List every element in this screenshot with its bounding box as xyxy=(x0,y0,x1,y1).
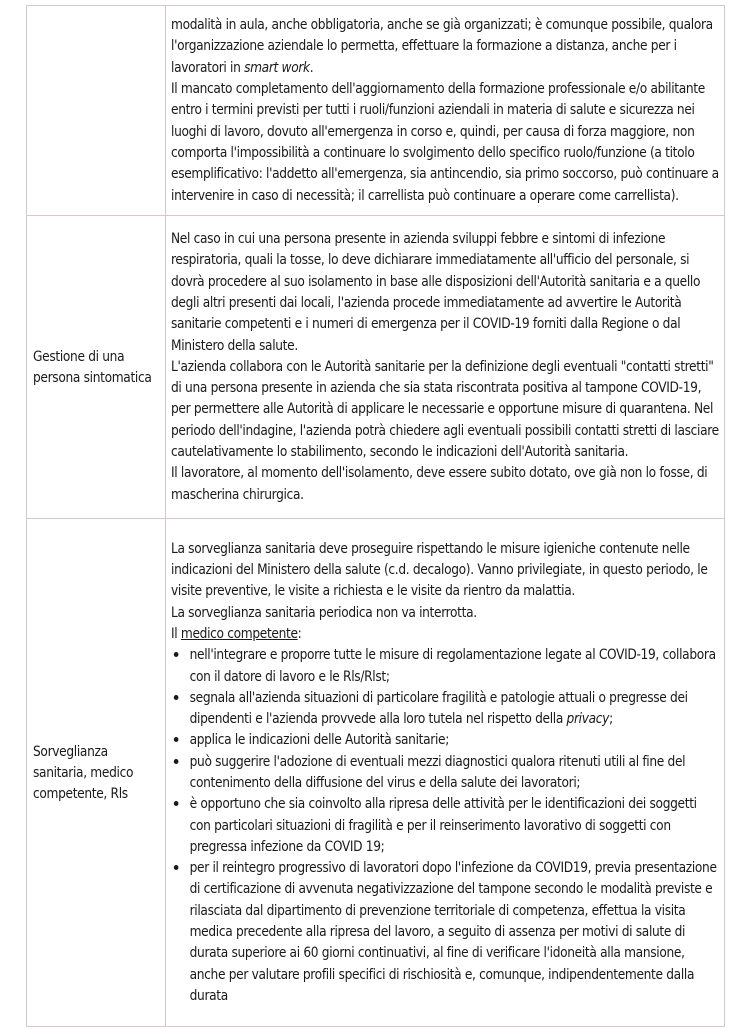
underlined-term: medico competente xyxy=(180,624,298,642)
row-content xyxy=(166,216,725,519)
list-item: è opportuno che sia coinvolto alla ripresa delle attività per le identificazioni dei soggetti con particolari situazioni di fragilità e per il reinserimento lavorativo di soggetti con pregressa infezione da COVID 19; xyxy=(171,793,720,857)
paragraph: La sorveglianza sanitaria deve proseguire rispettando le misure igieniche contenute nelle indicazioni del Ministero della salute (c.d. decalogo). Vanno privilegiate, in questo periodo, le visite preventive, le visite a richiesta e le visite da rientro da malattia. xyxy=(171,539,708,600)
paragraph: Il mancato completamento dell'aggiornamento della formazione professionale e/o abilitante entro i termini previsti per tutti i ruoli/funzioni aziendali in materia di salute e sicurezza nei luoghi di lavoro, dovuto all'emergenza in corso e, quindi, per causa di forza maggiore, non comporta l'impossibilità a continuare lo svolgimento dello specifico ruolo/funzione (a titolo esemplificativo: l'addetto all'emergenza, sia antincendio, sia primo soccorso, può continuare a intervenire in caso di necessità; il carrellista può continuare a operare come carrellista). xyxy=(171,80,719,204)
row-label: Gestione di una persona sintomatica xyxy=(27,216,166,519)
guidelines-table xyxy=(26,5,725,1027)
paragraph: L'azienda collabora con le Autorità sanitarie per la definizione degli eventuali "contatti stretti" di una persona presente in azienda che sia stata riscontrata positiva al tampone COVID-19, per permettere alle Autorità di applicare le necessarie e opportune misure di quarantena. Nel periodo dell'indagine, l'azienda potrà chiedere agli eventuali possibili contatti stretti di lasciare cautelativamente lo stabilimento, secondo le indicazioni dell'Autorità sanitaria. xyxy=(171,357,719,461)
table-row-formazione-continued xyxy=(27,6,725,216)
row-content xyxy=(166,6,725,216)
row-label: Sorveglianza sanitaria, medico competente, Rls xyxy=(27,519,166,1027)
italic-term: privacy xyxy=(566,710,610,728)
list-item: per il reintegro progressivo di lavoratori dopo l'infezione da COVID19, previa presentazione di certificazione di avvenuta negativizzazione del tampone secondo le modalità previste e rilasciata dal dipartimento di prevenzione territoriale di competenza, effettua la visita medica precedente alla ripresa del lavoro, a seguito di assenza per motivi di salute di durata superiore ai 60 giorni continuativi, al fine di verificare l'idoneità alla mansione, anche per valutare profili specifici di rischiosità e, comunque, indipendentemente dalla durata xyxy=(171,857,720,1006)
medico-competente-intro: Il medico competente: xyxy=(171,624,302,642)
paragraph: modalità in aula, anche obbligatoria, anche se già organizzati; è comunque possibile, qualora l'organizzazione aziendale lo permetta, effettuare la formazione a distanza, anche per i lavoratori in smart work. xyxy=(171,16,713,76)
bullet-list xyxy=(171,644,720,1006)
list-item: può suggerire l'adozione di eventuali mezzi diagnostici qualora ritenuti utili al fine del contenimento della diffusione del virus e della salute dei lavoratori; xyxy=(171,751,720,794)
paragraph: Il lavoratore, al momento dell'isolamento, deve essere subito dotato, ove già non lo fosse, di mascherina chirurgica. xyxy=(171,464,708,503)
paragraph: La sorveglianza sanitaria periodica non va interrotta. xyxy=(171,603,477,621)
list-item: applica le indicazioni delle Autorità sanitarie; xyxy=(171,729,720,750)
paragraph: Nel caso in cui una persona presente in azienda sviluppi febbre e sintomi di infezione respiratoria, quali la tosse, lo deve dichiarare immediatamente all'ufficio del personale, si dovrà procedere al suo isolamento in base alle disposizioni dell'Autorità sanitaria e a quello degli altri presenti dai locali, l'azienda procede immediatamente ad avvertire le Autorità sanitarie competenti e i numeri di emergenza per il COVID-19 forniti dalla Regione o dal Ministero della salute. xyxy=(171,230,701,354)
list-item: segnala all'azienda situazioni di particolare fragilità e patologie attuali o pregresse dei dipendenti e l'azienda provvede alla loro tutela nel rispetto della privacy; xyxy=(171,687,720,730)
row-content xyxy=(166,519,725,1027)
table-row-sorveglianza-sanitaria xyxy=(27,519,725,1027)
row-label-empty xyxy=(27,6,166,216)
italic-term: smart work xyxy=(244,58,310,76)
table-row-gestione-sintomatica xyxy=(27,216,725,519)
list-item: nell'integrare e proporre tutte le misure di regolamentazione legate al COVID-19, collabora con il datore di lavoro e le Rls/Rlst; xyxy=(171,644,720,687)
